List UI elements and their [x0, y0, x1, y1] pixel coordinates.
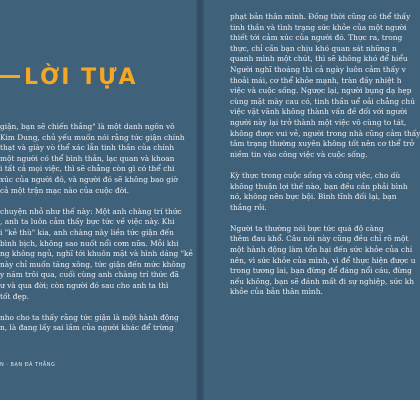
text-line: thắng rồi. — [230, 202, 267, 212]
text-line: thạt và giày vò thể xác lẫn tinh thần của chính — [0, 143, 175, 153]
title-row — [0, 66, 198, 90]
text-line: , anh ta luôn cảm thấy bực tức về việc này. Khi — [0, 217, 175, 227]
text-line: nếu không, bạn sẽ đánh mất đi sự nghiệp, sức kh — [230, 276, 414, 286]
text-line: việc và cuộc sống. Ngược lại, người bụng dạ hẹp — [230, 86, 412, 96]
text-line: cùng mặt mày cau có, tinh thần uể oải chẳng chú — [230, 96, 415, 106]
text-line: bình bịch, không sao nuốt nổi cơm nữa. Mỗi khi — [0, 238, 179, 248]
text-line: không thuận lợi thế nào, bạn đều cần phải bình — [230, 181, 408, 191]
text-line: tinh thần và tình trạng sức khỏe của một người — [230, 22, 407, 32]
text-line: nên, vì sức khỏe của mình, vì để thực hiện được u — [230, 255, 416, 265]
text-line: i "kẻ thù" kia, anh chàng này liền tức giận đến — [0, 227, 174, 237]
text-line — [0, 196, 184, 207]
text-line: một hành động làm tổn hại đến sức khỏe của chí — [230, 245, 413, 255]
text-line — [0, 302, 184, 313]
text-line: n, là đang lấy sai lầm của người khác để trừng — [0, 323, 174, 333]
chapter-title: LỜI TỰA — [24, 65, 138, 90]
page-footer: N · BẠN ĐÃ THẮNG — [0, 362, 56, 368]
text-line: giận, bạn sẽ chiến thắng" là một danh ngôn vô — [0, 122, 175, 131]
text-line: quanh mình một chút, thì sẽ không khó để hiểu — [230, 54, 408, 64]
text-line: niềm tin vào công việc và cuộc sống. — [230, 149, 368, 159]
text-line: trong tương lai, bạn đừng để đáng nổi cáu, đừng — [230, 266, 412, 276]
title-accent-bar — [0, 75, 20, 78]
text-line: Kỳ thực trong cuộc sống và công việc, cho dù — [230, 170, 401, 180]
right-page — [202, 0, 420, 400]
text-line: phạt bản thân mình. Đồng thời cũng có thể thấy — [230, 12, 411, 21]
text-line: Người nghĩ thoáng thì cả ngày luôn cảm thấy v — [230, 64, 406, 74]
text-line: cả một trận mạc nào của cuộc đời. — [0, 185, 129, 195]
text-line: việc vặt vãnh không thành vấn đề đối với người — [230, 107, 408, 117]
text-line: này chỉ muốn tăng xông, tức giận đến mức không — [0, 259, 186, 269]
text-line: một người có thể bình thản, lạc quan và khoan — [0, 153, 175, 163]
text-line: thiết tới cảm xúc của người đó. Thực ra, trong — [230, 33, 403, 43]
text-line: thực, chỉ cần bạn chịu khó quan sát những n — [230, 43, 397, 53]
text-line: chuyện nhỏ như thế này: Một anh chàng trí thức — [0, 206, 182, 216]
text-line: i tất cả mọi việc, thì sẽ chẳng còn gì có thể chi — [0, 164, 175, 174]
text-line: Người ta thường nói bực tức quá độ càng — [230, 223, 384, 233]
text-line: ng không ngủ, nghĩ tới khuôn mặt và hình dáng "kẻ — [0, 249, 193, 259]
text-line: xúc của người đó, và người đó sẽ không bao giờ — [0, 174, 178, 184]
text-line: thoải mái, cơ thể khỏe mạnh, tràn đầy nhiệt h — [230, 75, 402, 85]
text-line: y năm trôi qua, cuối cùng anh chàng trí thức đã — [0, 270, 179, 280]
left-body-text — [0, 122, 193, 334]
text-line: ư và qua đời; còn người đó sau cho anh ta thì — [0, 280, 169, 290]
right-body-text — [230, 12, 420, 298]
text-line — [230, 213, 400, 224]
text-line: tốt đẹp. — [0, 291, 29, 301]
text-line: thêm đau khổ. Câu nói này cũng đều chỉ rõ một — [230, 234, 409, 244]
text-line: không được vui vẻ, người trong nhà cũng cảm thấy — [230, 128, 420, 138]
left-page — [0, 0, 198, 400]
text-line: khỏe của bản thân mình. — [230, 287, 323, 297]
text-line: người này lại trở thành một việc vô cùng to tát, — [230, 117, 407, 127]
text-line: tâm trạng thường xuyên không tốt nên cơ thể trở — [230, 139, 414, 149]
text-line — [230, 160, 400, 171]
text-line: Kim Dung, chủ yếu muốn nói rằng tức giận chính — [0, 132, 185, 142]
text-line: nho cho ta thấy rằng tức giận là một hành động — [0, 312, 179, 322]
text-line: nó, không nên bực bội. Bình tĩnh đối lại, bạn — [230, 192, 397, 202]
